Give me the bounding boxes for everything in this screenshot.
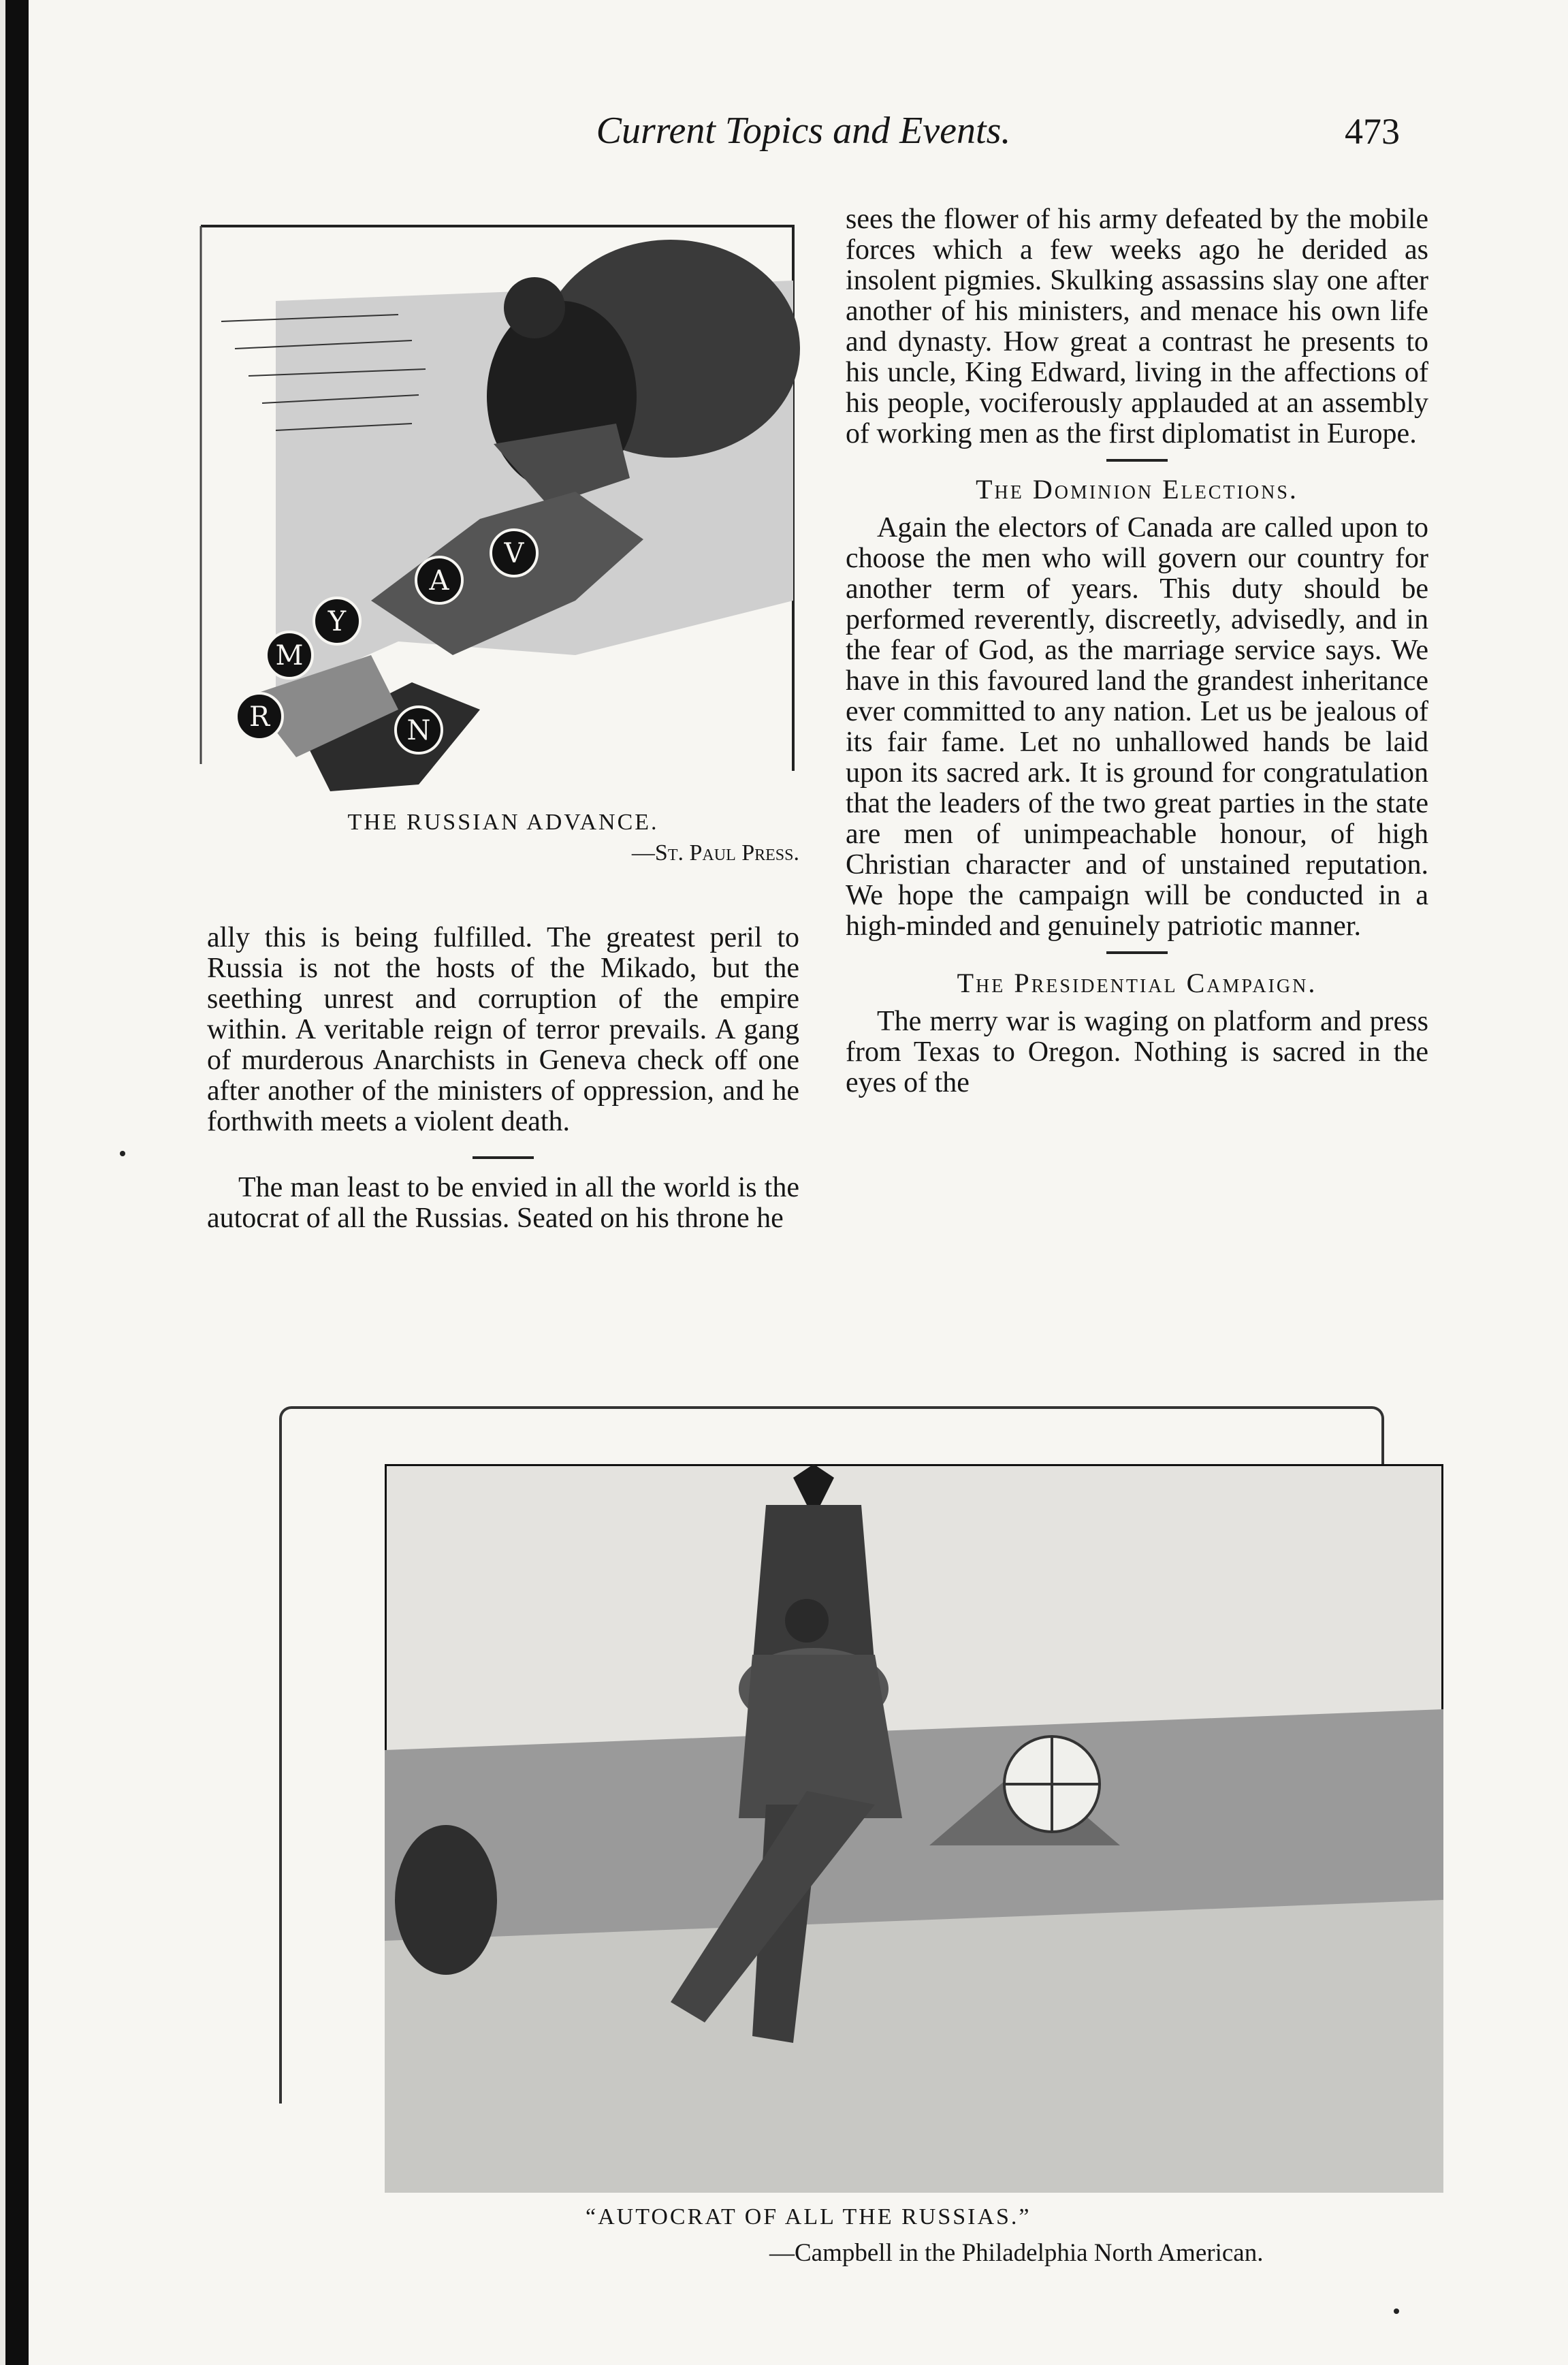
left-paragraph-1: ally this is being fulfilled. The greatest peril to Russia is not the hosts of the Mikado, but the seething unrest and corruption of the empire within. A veritable reign of terror prevails. A gang of murderous Anarchists in Geneva check off one after another of the ministers of oppression, and he forthwith meets a violent death. (207, 922, 799, 1137)
section-rule (1106, 459, 1168, 462)
right-paragraph-1: sees the flower of his army defeated by the mobile forces which a few weeks ago he derided as insolent pigmies. Skulking assassins slay one after another of his ministers, and menace his own life and dynasty. How great a contrast he presents to his uncle, King Edward, living in the affections of his people, vociferously applauded at an assembly of working men as the first diplomatist in Europe. (846, 204, 1428, 449)
left-column (207, 923, 799, 1234)
army-letter-stone (236, 693, 283, 740)
svg-text:V: V (504, 538, 524, 569)
page-number: 473 (1345, 111, 1400, 152)
russian-advance-cartoon (194, 219, 814, 798)
right-paragraph-2: Again the electors of Canada are called upon to choose the men who will govern our country for another term of years. This duty should be performed reverently, discreetly, advisedly, and in the fear of God, as the marriage service says. We have in this favoured land the grandest inheritance ever committed to any nation. Let us be jealous of its fair fame. Let no unhallowed hands be laid upon its sacred ark. It is ground for congratulation that the leaders of the two great parties in the state are men of unimpeachable honour, of high Christian character and of unstained reputation. We hope the campaign will be conducted in a high-minded and genuinely patriotic manner. (846, 512, 1428, 942)
figure2-caption: “AUTOCRAT OF ALL THE RUSSIAS.” (586, 2204, 1031, 2229)
figure2-credit: —Campbell in the Philadelphia North American. (769, 2239, 1264, 2267)
svg-text:R: R (249, 701, 270, 733)
army-letter-stone (416, 557, 462, 603)
svg-text:N: N (406, 715, 431, 746)
figure1-caption: THE RUSSIAN ADVANCE. (347, 810, 659, 835)
svg-text:A: A (429, 565, 449, 597)
left-paragraph-2: The man least to be envied in all the world is the autocrat of all the Russias. Seated on his throne he (207, 1172, 799, 1234)
army-letter-stone (266, 632, 313, 678)
heading-presidential-campaign: The Presidential Campaign. (957, 968, 1317, 998)
right-paragraph-3: The merry war is waging on platform and press from Texas to Oregon. Nothing is sacred in the eyes of the (846, 1006, 1428, 1098)
section-rule (473, 1156, 534, 1159)
binding-shadow (5, 0, 29, 2365)
svg-text:Y: Y (327, 606, 347, 637)
autocrat-cartoon (385, 1464, 1443, 2193)
section-rule (1106, 951, 1168, 954)
running-head: Current Topics and Events. (596, 110, 1011, 152)
army-letter-stone (314, 598, 360, 644)
print-speck (1394, 2308, 1399, 2314)
army-letter-stone (396, 707, 442, 753)
page-edge (0, 0, 5, 2365)
heading-dominion-elections: The Dominion Elections. (976, 474, 1298, 505)
army-letter-stone (491, 530, 537, 576)
print-speck (120, 1151, 125, 1156)
figure1-credit: —St. Paul Press. (631, 840, 799, 866)
svg-text:M: M (275, 640, 304, 671)
right-column (846, 204, 1428, 1098)
